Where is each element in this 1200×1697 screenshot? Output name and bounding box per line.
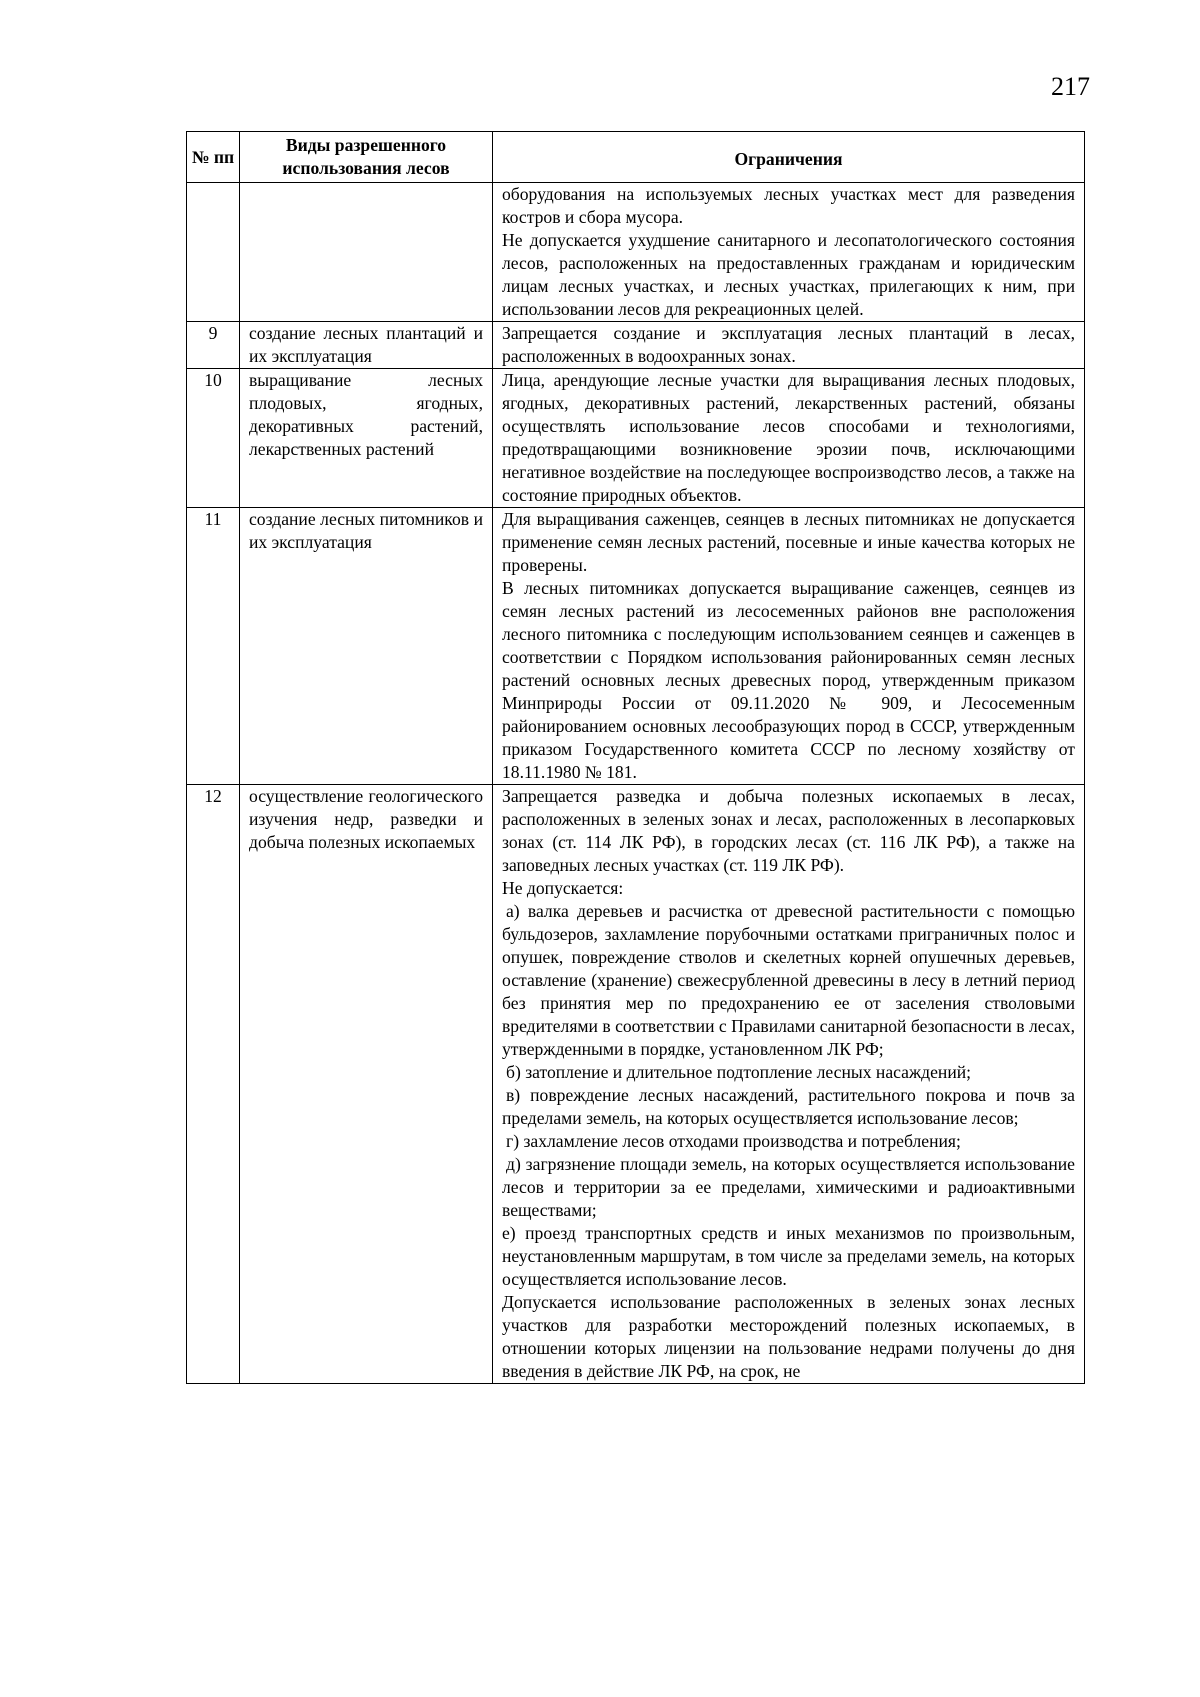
- restriction-paragraph: В лесных питомниках допускается выращивание саженцев, сеянцев из семян лесных растений из лесосеменных районов вне расположения лесного питомника с последующим использованием сеянцев и саженцев в соответствии с Порядком использования районированных семян лесных растений основных лесных древесных пород, утвержденным приказом Минприроды России от 09.11.2020 № 909, и Лесосеменным районированием основных лесообразующих пород в СССР, утвержденным приказом Государственного комитета СССР по лесному хозяйству от 18.11.1980 № 181.: [502, 578, 1075, 782]
- header-num: № пп: [187, 132, 240, 183]
- restriction-paragraph: Запрещается разведка и добыча полезных ископаемых в лесах, расположенных в зеленых зонах и лесах, расположенных в лесопарковых зонах (ст. 114 ЛК РФ), в городских лесах (ст. 116 ЛК РФ), а также на заповедных лесных участках (ст. 119 ЛК РФ).: [502, 786, 1075, 875]
- restriction-paragraph: Лица, арендующие лесные участки для выращивания лесных плодовых, ягодных, декоративных растений, лекарственных растений, обязаны осуществлять использование лесов способами и технологиями, предотвращающими возникновение эрозии почв, исключающими негативное воздействие на последующее воспроизводство лесов, а также на состояние природных объектов.: [502, 370, 1075, 505]
- restriction-list-item: д) загрязнение площади земель, на которых осуществляется использование лесов и территории за ее пределами, химическими и радиоактивными веществами;: [502, 1154, 1075, 1220]
- table-header-row: [187, 132, 1085, 183]
- row-number: 9: [187, 322, 240, 369]
- restrictions-cell: [493, 322, 1085, 369]
- restrictions-cell: [493, 785, 1085, 1384]
- row-number: 10: [187, 369, 240, 508]
- use-type-cell: выращивание лесных плодовых, ягодных, декоративных растений, лекарственных растений: [240, 369, 493, 508]
- page-number: 217: [1051, 72, 1090, 101]
- restriction-paragraph: Для выращивания саженцев, сеянцев в лесных питомниках не допускается применение семян лесных растений, посевные и иные качества которых не проверены.: [502, 509, 1075, 575]
- table-row: [187, 322, 1085, 369]
- row-number: 11: [187, 508, 240, 785]
- table-row: [187, 183, 1085, 322]
- restriction-list-item: в) повреждение лесных насаждений, растительного покрова и почв за пределами земель, на которых осуществляется использование лесов;: [502, 1085, 1075, 1128]
- use-type-cell: создание лесных плантаций и их эксплуатация: [240, 322, 493, 369]
- restrictions-cell: [493, 369, 1085, 508]
- use-type-cell: осуществление геологического изучения недр, разведки и добыча полезных ископаемых: [240, 785, 493, 1384]
- restriction-list-item: г) захламление лесов отходами производства и потребления;: [506, 1131, 961, 1151]
- restriction-paragraph: оборудования на используемых лесных участках мест для разведения костров и сбора мусора.: [502, 184, 1075, 227]
- row-number: 12: [187, 785, 240, 1384]
- restriction-list-item: а) валка деревьев и расчистка от древесной растительности с помощью бульдозеров, захламление порубочными остатками приграничных полос и опушек, повреждение стволов и скелетных корней опушечных деревьев, оставление (хранение) свежесрубленной древесины в лесу в летний период без принятия мер по предохранению ее от заселения стволовыми вредителями в соответствии с Правилами санитарной безопасности в лесах, утвержденными в порядке, установленном ЛК РФ;: [502, 901, 1075, 1059]
- restriction-paragraph: Допускается использование расположенных в зеленых зонах лесных участков для разработки месторождений полезных ископаемых, в отношении которых лицензии на пользование недрами получены до дня введения в действие ЛК РФ, на срок, не: [502, 1292, 1075, 1381]
- restriction-paragraph: Запрещается создание и эксплуатация лесных плантаций в лесах, расположенных в водоохранных зонах.: [502, 323, 1075, 366]
- header-restrictions: Ограничения: [493, 132, 1085, 183]
- restriction-list-item: б) затопление и длительное подтопление лесных насаждений;: [506, 1062, 972, 1082]
- restrictions-cell: [493, 183, 1085, 322]
- use-type-cell: [240, 183, 493, 322]
- table-row: [187, 369, 1085, 508]
- restriction-list-item: е) проезд транспортных средств и иных механизмов по произвольным, неустановленным маршрутам, в том числе за пределами земель, на которых осуществляется использование лесов.: [502, 1223, 1075, 1289]
- restriction-paragraph: Не допускается:: [502, 878, 624, 898]
- use-type-cell: создание лесных питомников и их эксплуатация: [240, 508, 493, 785]
- row-number: [187, 183, 240, 322]
- restrictions-cell: [493, 508, 1085, 785]
- restriction-paragraph: Не допускается ухудшение санитарного и лесопатологического состояния лесов, расположенных на предоставленных гражданам и юридическим лицам лесных участках, и лесных участках, прилегающих к ним, при использовании лесов для рекреационных целей.: [502, 230, 1075, 319]
- restrictions-table: [186, 131, 1085, 1384]
- header-use-type: Виды разрешенного использования лесов: [240, 132, 493, 183]
- table-row: [187, 508, 1085, 785]
- table-row: [187, 785, 1085, 1384]
